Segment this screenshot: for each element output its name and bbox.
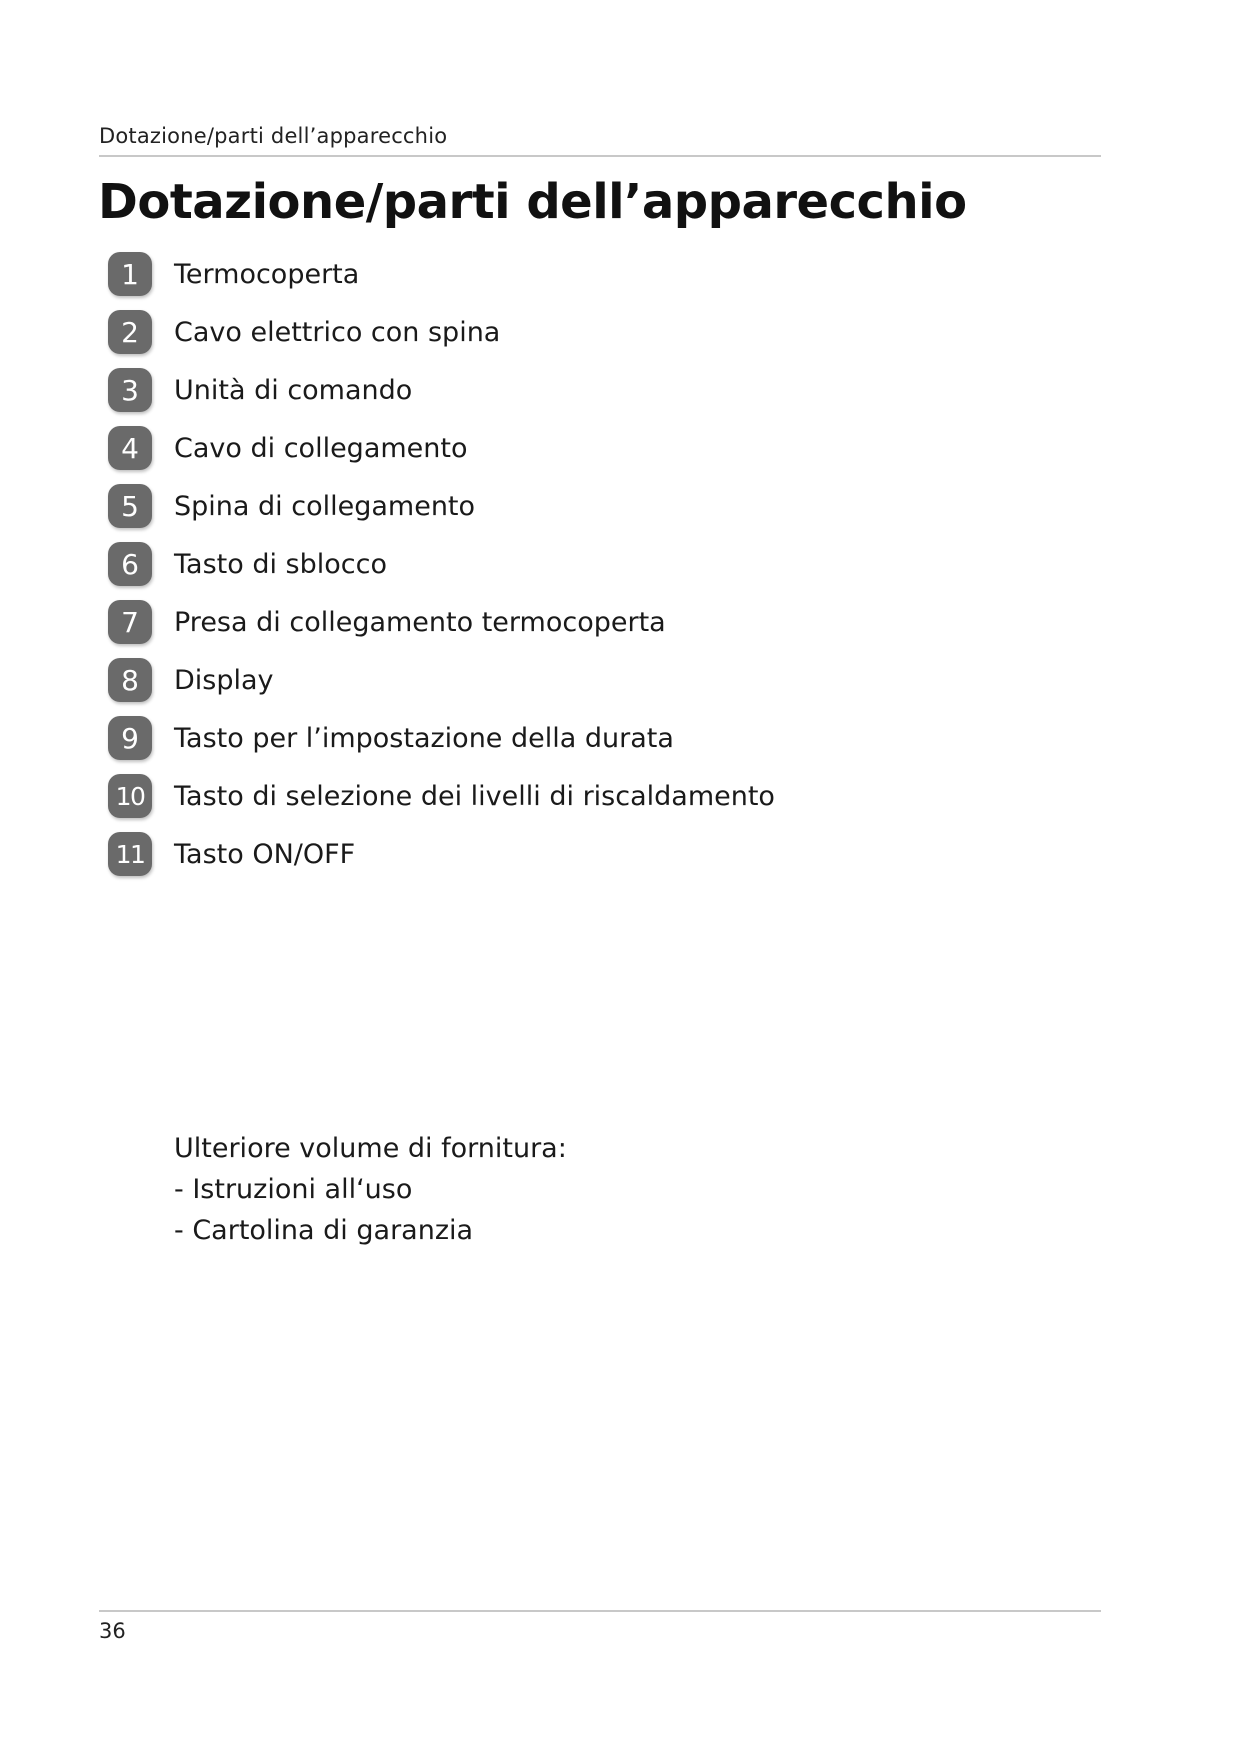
list-item: [108, 368, 412, 412]
part-label: Cavo di collegamento: [174, 432, 468, 464]
extra-supply-block: [174, 1128, 567, 1251]
part-number-badge: 9: [108, 716, 152, 760]
list-item: [108, 426, 468, 470]
part-label: Tasto di selezione dei livelli di riscaldamento: [174, 780, 775, 812]
extra-supply-item: - Cartolina di garanzia: [174, 1215, 474, 1246]
part-number-badge: 6: [108, 542, 152, 586]
part-number-badge: 4: [108, 426, 152, 470]
page-number: 36: [99, 1619, 126, 1643]
part-label: Tasto per l’impostazione della durata: [174, 722, 674, 754]
part-number-badge: 7: [108, 600, 152, 644]
part-label: Presa di collegamento termocoperta: [174, 606, 666, 638]
part-label: Display: [174, 664, 274, 696]
list-item: [108, 310, 500, 354]
footer-divider: [99, 1610, 1101, 1612]
part-label: Unità di comando: [174, 374, 413, 406]
list-item: [108, 658, 274, 702]
part-label: Cavo elettrico con spina: [174, 316, 501, 348]
list-item: [108, 832, 355, 876]
page-title: Dotazione/parti dell’apparecchio: [98, 174, 967, 230]
header-divider: [99, 155, 1101, 157]
list-item: [108, 716, 674, 760]
part-number-badge: 3: [108, 368, 152, 412]
list-item: [108, 600, 666, 644]
part-number-badge: 2: [108, 310, 152, 354]
part-label: Tasto ON/OFF: [174, 838, 356, 870]
part-label: Spina di collegamento: [174, 490, 476, 522]
running-header: Dotazione/parti dell’apparecchio: [99, 124, 448, 148]
part-number-badge: 1: [108, 252, 152, 296]
part-number-badge: 10: [108, 774, 152, 818]
list-item: [108, 774, 775, 818]
part-number-badge: 5: [108, 484, 152, 528]
list-item: [108, 252, 359, 296]
part-label: Termocoperta: [174, 258, 360, 290]
list-item: [108, 484, 475, 528]
list-item: [108, 542, 387, 586]
part-number-badge: 11: [108, 832, 152, 876]
part-label: Tasto di sblocco: [174, 548, 387, 580]
extra-supply-heading: Ulteriore volume di fornitura:: [174, 1133, 567, 1164]
extra-supply-item: - Istruzioni all‘uso: [174, 1174, 413, 1205]
part-number-badge: 8: [108, 658, 152, 702]
